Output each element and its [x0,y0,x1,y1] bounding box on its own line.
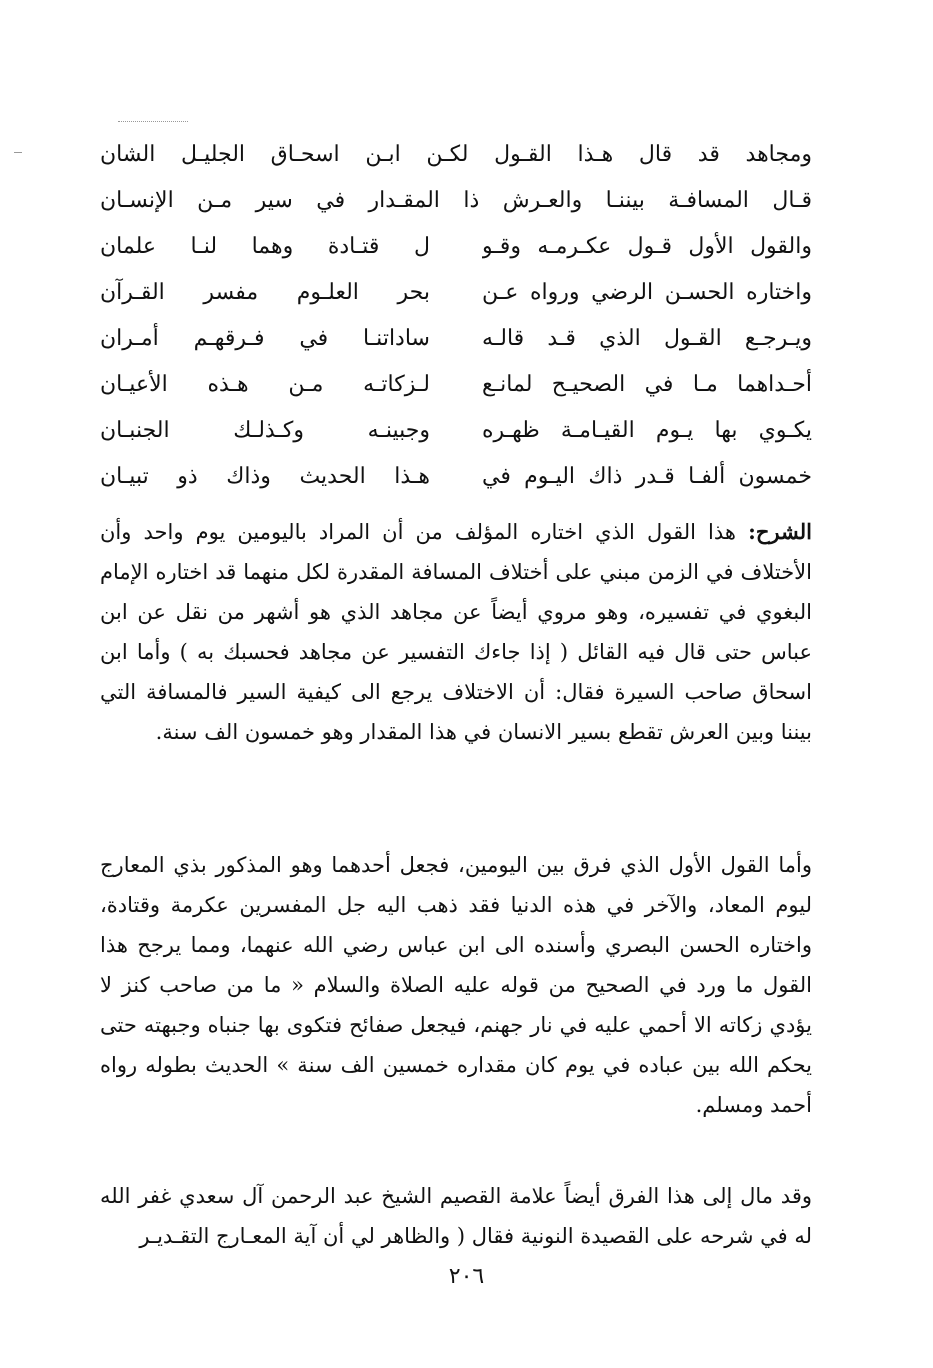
verse-first-hemistich: خمسون ألفـا قـدر ذاك اليـوم في [482,464,812,489]
margin-scan-mark [14,152,22,153]
verse-row [100,224,812,270]
verse-second-hemistich: ساداتنـا في فـرقهـم أمـران [100,326,430,351]
verse-first-hemistich: والقول الأول قـول عكـرمـه وقـو [482,234,812,259]
verse-row [100,362,812,408]
commentary-label: الشرح: [748,519,812,544]
verse-second-hemistich: لـزكاتـه مـن هـذه الأعيـان [100,372,430,397]
verse-second-hemistich: وجبينـه وكـذلـك الجنبـان [100,418,430,443]
commentary-paragraph-3: وقد مال إلى هذا الفرق أيضاً علامة القصيم الشيخ عبد الرحمن آل سعدي غفر الله له في شرحه على القصيدة النونية فقال ( والظاهر لي أن آية المعـارج التقـديـر [100,1184,812,1248]
verse-first-hemistich: أحـداهما مـا في الصحيـح لمانـع [482,372,812,397]
verse-row [100,270,812,316]
verse-second-hemistich: هـذا الحديث وذاك ذو تبيـان [100,464,430,489]
commentary-paragraph-2: وأما القول الأول الذي فرق بين اليومين، فجعل أحدهما وهو المذكور بذي المعارج ليوم المعاد، والآخر في هذه الدنيا فقد ذهب اليه جل المفسرين عكرمة وقتادة، واختاره الحسن البصري وأسنده الى ابن عباس رضي الله عنهما، ومما يرجح هذا القول ما ورد في الصحيح من قوله عليه الصلاة والسلام « ما من صاحب كنز لا يؤدي زكاته الا أحمي عليه في نار جهنم، فيجعل صفائح فتكوى بها جنباه وجبهته حتى يحكم الله بين عباده في يوم كان مقداره خمسين الف سنة » الحديث بطوله رواه أحمد ومسلم. [100,853,812,1117]
commentary-paragraph-1 [100,512,812,752]
verse-line-full: ومجاهد قد قال هـذا القـول لكـن ابـن اسحـاق الجليـل الشان [100,142,812,167]
verse-row [100,454,812,500]
verse-first-hemistich: يكـوي بها يـوم القيـامـة ظهـره [482,418,812,443]
verse-first-hemistich: واختاره الحسـن الرضي ورواه عـن [482,280,812,305]
verse-row [100,408,812,454]
verse-first-hemistich: ويـرجـع القـول الذي قـد قالـه [482,326,812,351]
page-number: ٢٠٦ [448,1264,485,1289]
verse-line-full: قـال المسافـة بيننـا والعـرش ذا المقـدار في سير مـن الإنسـان [100,188,812,213]
verse-row [100,316,812,362]
verse-second-hemistich: بحر العلـوم مفسر القـرآن [100,280,430,305]
top-scan-mark [118,121,188,122]
commentary-text: هذا القول الذي اختاره المؤلف من أن المراد باليومين يوم واحد وأن الأختلاف في الزمن مبني على أختلاف المسافة المقدرة لكل منهما قد اختاره الإمام البغوي في تفسيره، وهو مروي أيضاً عن مجاهد الذي هو أشهر من نقل عن ابن عباس حتى قال فيه القائل ( إذا جاءك التفسير عن مجاهد فحسبك به ) وأما ابن اسحاق صاحب السيرة فقال: أن الاختلاف يرجع الى كيفية السير فالمسافة التي بيننا وبين العرش تقطع بسير الانسان في هذا المقدار وهو خمسون الف سنة. [100,520,812,744]
poem-verses [100,132,812,500]
verse-second-hemistich: ل قتـادة وهما لنـا علمان [100,234,430,259]
